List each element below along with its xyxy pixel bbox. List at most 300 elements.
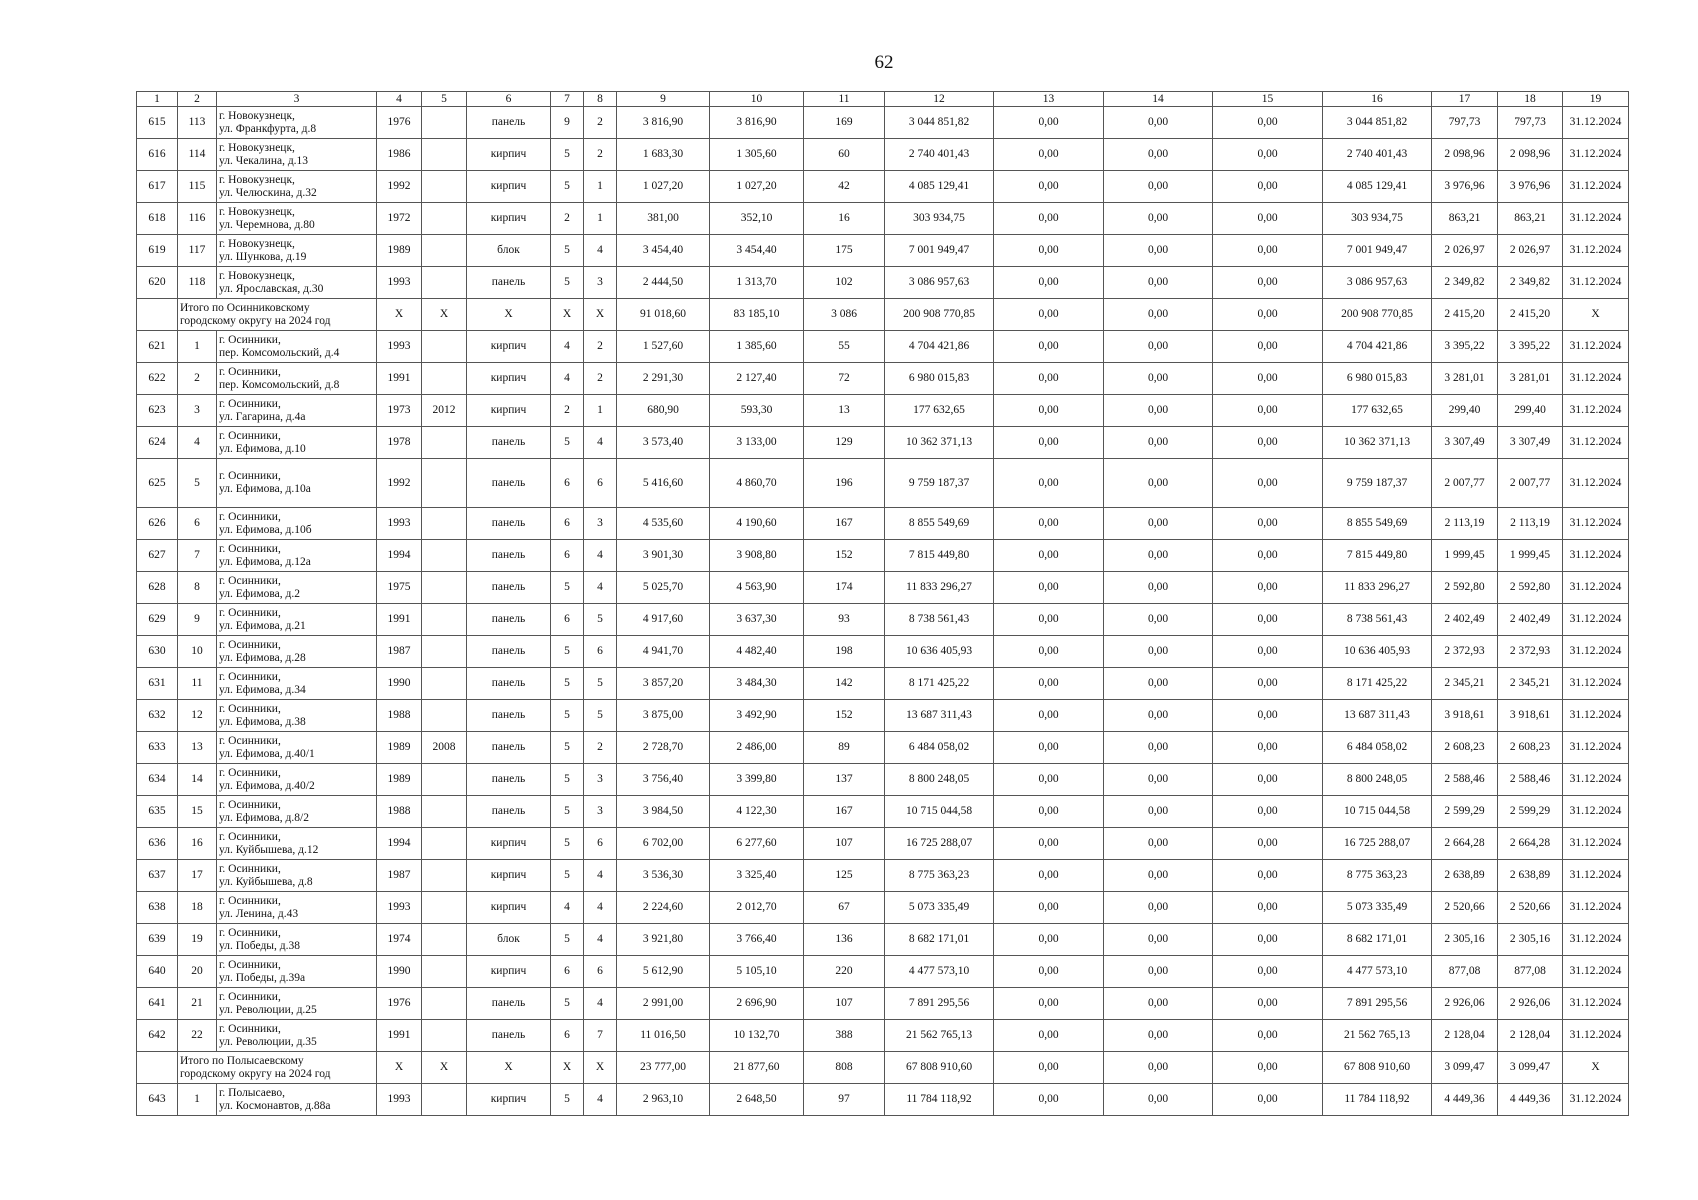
table-cell: 2 638,89	[1498, 860, 1563, 892]
table-cell: 8 171 425,22	[1323, 668, 1432, 700]
table-cell: 2 128,04	[1498, 1020, 1563, 1052]
table-cell: 2 372,93	[1432, 636, 1498, 668]
table-cell: 152	[804, 700, 885, 732]
table-cell: 4 704 421,86	[885, 331, 994, 363]
table-cell: 2 026,97	[1498, 235, 1563, 267]
table-cell: 4 917,60	[617, 604, 710, 636]
table-cell: 3 637,30	[710, 604, 804, 636]
table-cell: 2	[178, 363, 217, 395]
table-cell: 3 133,00	[710, 427, 804, 459]
table-cell: 55	[804, 331, 885, 363]
table-cell: 2 588,46	[1432, 764, 1498, 796]
address-cell: г. Осинники, ул. Победы, д.39а	[217, 956, 377, 988]
table-cell: 0,00	[994, 636, 1104, 668]
table-cell: 2 098,96	[1432, 139, 1498, 171]
table-cell: 2 520,66	[1432, 892, 1498, 924]
table-cell: 2 224,60	[617, 892, 710, 924]
table-cell: 1 027,20	[710, 171, 804, 203]
table-cell: 60	[804, 139, 885, 171]
table-cell: 31.12.2024	[1563, 988, 1629, 1020]
table-cell: 6 980 015,83	[1323, 363, 1432, 395]
table-cell: 0,00	[994, 732, 1104, 764]
table-cell: 1 999,45	[1432, 540, 1498, 572]
table-cell: 641	[137, 988, 178, 1020]
table-cell: 4 477 573,10	[885, 956, 994, 988]
table-cell: 1990	[377, 668, 422, 700]
table-row	[137, 363, 1629, 395]
table-cell: 3	[584, 764, 617, 796]
column-number-header: 6	[467, 92, 551, 107]
table-cell: 9	[178, 604, 217, 636]
subtotal-cell: X	[584, 299, 617, 331]
table-row	[137, 459, 1629, 508]
subtotal-cell: 67 808 910,60	[885, 1052, 994, 1084]
column-number-header: 18	[1498, 92, 1563, 107]
table-cell: 13 687 311,43	[885, 700, 994, 732]
table-row	[137, 235, 1629, 267]
table-cell: 4 190,60	[710, 508, 804, 540]
subtotal-label: Итого по Полысаевскому городскому округу на 2024 год	[178, 1052, 377, 1084]
table-cell: 15	[178, 796, 217, 828]
table-cell: 13 687 311,43	[1323, 700, 1432, 732]
subtotal-cell: 3 086	[804, 299, 885, 331]
address-cell: г. Новокузнецк, ул. Чекалина, д.13	[217, 139, 377, 171]
table-cell: 0,00	[994, 267, 1104, 299]
table-cell: 2 127,40	[710, 363, 804, 395]
table-cell: 2 345,21	[1432, 668, 1498, 700]
table-cell: 2 402,49	[1498, 604, 1563, 636]
column-number-header: 8	[584, 92, 617, 107]
address-cell: г. Осинники, ул. Ефимова, д.8/2	[217, 796, 377, 828]
table-cell: 6	[584, 956, 617, 988]
address-cell: г. Осинники, ул. Куйбышева, д.12	[217, 828, 377, 860]
table-cell	[422, 1084, 467, 1116]
table-cell: 6	[584, 828, 617, 860]
table-cell: 31.12.2024	[1563, 139, 1629, 171]
table-cell: 0,00	[1213, 956, 1323, 988]
table-cell: 31.12.2024	[1563, 395, 1629, 427]
table-cell: 0,00	[994, 139, 1104, 171]
table-cell: 0,00	[1104, 1084, 1213, 1116]
table-cell: 11 784 118,92	[1323, 1084, 1432, 1116]
table-cell	[422, 139, 467, 171]
table-cell: 4 122,30	[710, 796, 804, 828]
table-cell: 3 399,80	[710, 764, 804, 796]
table-cell: 31.12.2024	[1563, 764, 1629, 796]
table-cell: 5	[551, 139, 584, 171]
table-cell: 2 648,50	[710, 1084, 804, 1116]
column-number-header: 15	[1213, 92, 1323, 107]
column-number-header: 9	[617, 92, 710, 107]
table-cell: 6	[551, 459, 584, 508]
table-cell: 0,00	[994, 331, 1104, 363]
table-cell: 1994	[377, 540, 422, 572]
table-cell: 642	[137, 1020, 178, 1052]
table-cell: 638	[137, 892, 178, 924]
table-cell: 1976	[377, 107, 422, 139]
table-cell: 31.12.2024	[1563, 796, 1629, 828]
table-cell: 4	[584, 235, 617, 267]
table-cell: 3 044 851,82	[885, 107, 994, 139]
table-cell: 2 402,49	[1432, 604, 1498, 636]
table-cell: 8 682 171,01	[1323, 924, 1432, 956]
table-cell: 8 800 248,05	[1323, 764, 1432, 796]
table-row	[137, 395, 1629, 427]
table-cell: 2 696,90	[710, 988, 804, 1020]
table-cell: 72	[804, 363, 885, 395]
table-cell: 797,73	[1432, 107, 1498, 139]
table-cell: 117	[178, 235, 217, 267]
table-cell	[422, 796, 467, 828]
table-cell: 4 085 129,41	[1323, 171, 1432, 203]
address-cell: г. Осинники, ул. Куйбышева, д.8	[217, 860, 377, 892]
table-cell: 303 934,75	[1323, 203, 1432, 235]
table-cell: 16	[804, 203, 885, 235]
table-cell: 2 963,10	[617, 1084, 710, 1116]
table-cell: 5	[551, 732, 584, 764]
subtotal-cell: 3 099,47	[1432, 1052, 1498, 1084]
table-cell: 1989	[377, 764, 422, 796]
table-cell: 3 492,90	[710, 700, 804, 732]
table-cell: 0,00	[1104, 892, 1213, 924]
table-cell: 10 132,70	[710, 1020, 804, 1052]
table-cell: 1988	[377, 700, 422, 732]
table-cell	[422, 988, 467, 1020]
subtotal-cell: X	[467, 299, 551, 331]
table-cell: 863,21	[1498, 203, 1563, 235]
table-row	[137, 668, 1629, 700]
table-cell: 31.12.2024	[1563, 572, 1629, 604]
table-row	[137, 892, 1629, 924]
table-cell: 632	[137, 700, 178, 732]
table-cell: 863,21	[1432, 203, 1498, 235]
table-cell: 21 562 765,13	[885, 1020, 994, 1052]
table-cell: 2008	[422, 732, 467, 764]
address-cell: г. Осинники, ул. Ефимова, д.10	[217, 427, 377, 459]
table-cell: 5	[178, 459, 217, 508]
table-cell: 0,00	[994, 924, 1104, 956]
table-cell: 107	[804, 988, 885, 1020]
subtotal-cell: X	[377, 299, 422, 331]
table-cell: 3 325,40	[710, 860, 804, 892]
table-cell: 4 482,40	[710, 636, 804, 668]
column-number-header: 5	[422, 92, 467, 107]
table-cell: 1	[584, 203, 617, 235]
table-cell: 31.12.2024	[1563, 700, 1629, 732]
subtotal-cell: 91 018,60	[617, 299, 710, 331]
table-cell: 7 815 449,80	[1323, 540, 1432, 572]
table-cell: 3	[584, 508, 617, 540]
table-cell: 615	[137, 107, 178, 139]
table-cell: кирпич	[467, 331, 551, 363]
address-cell: г. Новокузнецк, ул. Черемнова, д.80	[217, 203, 377, 235]
table-cell: 634	[137, 764, 178, 796]
table-cell: 4	[584, 572, 617, 604]
table-cell: 31.12.2024	[1563, 459, 1629, 508]
table-cell: 0,00	[1104, 1020, 1213, 1052]
table-cell: 4 449,36	[1432, 1084, 1498, 1116]
table-cell: 643	[137, 1084, 178, 1116]
table-cell: 2 349,82	[1432, 267, 1498, 299]
subtotal-cell: 0,00	[1104, 1052, 1213, 1084]
table-cell: 8	[178, 572, 217, 604]
table-cell: 0,00	[1104, 267, 1213, 299]
table-cell	[422, 924, 467, 956]
table-cell: 0,00	[1104, 363, 1213, 395]
address-cell: г. Осинники, ул. Победы, д.38	[217, 924, 377, 956]
table-cell: 6	[178, 508, 217, 540]
table-cell: 10 636 405,93	[1323, 636, 1432, 668]
table-cell: 2	[551, 395, 584, 427]
table-cell: 2	[584, 107, 617, 139]
table-cell: 6 484 058,02	[1323, 732, 1432, 764]
table-cell: 3	[178, 395, 217, 427]
table-cell: 0,00	[1104, 732, 1213, 764]
table-cell: 4 535,60	[617, 508, 710, 540]
table-cell	[422, 1020, 467, 1052]
table-cell: 0,00	[1213, 171, 1323, 203]
table-cell: 9 759 187,37	[885, 459, 994, 508]
table-cell: 2 588,46	[1498, 764, 1563, 796]
table-cell	[422, 235, 467, 267]
table-cell: 2 599,29	[1498, 796, 1563, 828]
table-cell: 31.12.2024	[1563, 924, 1629, 956]
table-cell: 0,00	[994, 508, 1104, 540]
table-cell: 2 026,97	[1432, 235, 1498, 267]
table-cell: 4	[584, 427, 617, 459]
table-cell: 0,00	[1104, 956, 1213, 988]
subtotal-cell: 0,00	[1213, 1052, 1323, 1084]
table-cell: 0,00	[1213, 572, 1323, 604]
table-cell: 0,00	[1104, 700, 1213, 732]
table-cell: 12	[178, 700, 217, 732]
table-cell: 31.12.2024	[1563, 235, 1629, 267]
table-cell: 2 372,93	[1498, 636, 1563, 668]
table-cell: кирпич	[467, 203, 551, 235]
table-cell: 152	[804, 540, 885, 572]
table-cell: 0,00	[994, 427, 1104, 459]
table-row	[137, 636, 1629, 668]
table-cell: 31.12.2024	[1563, 668, 1629, 700]
table-cell: 630	[137, 636, 178, 668]
table-cell: 6 980 015,83	[885, 363, 994, 395]
table-cell: панель	[467, 427, 551, 459]
table-cell: 31.12.2024	[1563, 363, 1629, 395]
column-number-header: 7	[551, 92, 584, 107]
table-cell: 617	[137, 171, 178, 203]
table-cell: 5	[551, 924, 584, 956]
table-cell: 5	[584, 668, 617, 700]
table-cell: 2 991,00	[617, 988, 710, 1020]
table-cell: 616	[137, 139, 178, 171]
table-cell: 5 416,60	[617, 459, 710, 508]
table-cell: панель	[467, 572, 551, 604]
table-cell: 3 044 851,82	[1323, 107, 1432, 139]
table-cell: 169	[804, 107, 885, 139]
table-cell: 628	[137, 572, 178, 604]
table-cell: 31.12.2024	[1563, 267, 1629, 299]
table-cell: 2 291,30	[617, 363, 710, 395]
subtotal-cell: X	[377, 1052, 422, 1084]
table-cell: 1992	[377, 459, 422, 508]
table-cell: 1972	[377, 203, 422, 235]
table-cell: 31.12.2024	[1563, 203, 1629, 235]
table-cell: 2	[584, 363, 617, 395]
table-cell: 0,00	[1213, 988, 1323, 1020]
table-cell: 3 918,61	[1498, 700, 1563, 732]
table-row	[137, 540, 1629, 572]
table-cell: 3 307,49	[1498, 427, 1563, 459]
table-cell: 1	[178, 331, 217, 363]
table-cell: 5	[551, 764, 584, 796]
table-cell: 623	[137, 395, 178, 427]
table-cell: 5 025,70	[617, 572, 710, 604]
table-cell: 0,00	[994, 235, 1104, 267]
table-row	[137, 860, 1629, 892]
table-cell: 0,00	[1213, 796, 1323, 828]
table-cell	[422, 892, 467, 924]
table-cell: 97	[804, 1084, 885, 1116]
table-cell: 10 636 405,93	[885, 636, 994, 668]
table-row	[137, 828, 1629, 860]
table-cell: 0,00	[994, 395, 1104, 427]
table-cell: 0,00	[1213, 508, 1323, 540]
table-cell: 0,00	[1213, 732, 1323, 764]
table-cell: 0,00	[994, 363, 1104, 395]
table-cell: 1989	[377, 235, 422, 267]
table-cell: 42	[804, 171, 885, 203]
table-row	[137, 764, 1629, 796]
table-cell: 6 277,60	[710, 828, 804, 860]
table-cell: 0,00	[1213, 828, 1323, 860]
address-cell: г. Осинники, ул. Ефимова, д.40/1	[217, 732, 377, 764]
table-cell: 31.12.2024	[1563, 427, 1629, 459]
table-cell: 624	[137, 427, 178, 459]
table-cell: 4	[584, 924, 617, 956]
table-cell: 1993	[377, 1084, 422, 1116]
table-cell	[422, 267, 467, 299]
table-cell: 0,00	[1213, 636, 1323, 668]
table-cell: 7 815 449,80	[885, 540, 994, 572]
address-cell: г. Осинники, ул. Революции, д.25	[217, 988, 377, 1020]
table-cell: 5	[584, 604, 617, 636]
table-row	[137, 139, 1629, 171]
table-cell: 3 536,30	[617, 860, 710, 892]
table-cell: 5 073 335,49	[1323, 892, 1432, 924]
table-cell: 3 984,50	[617, 796, 710, 828]
table-cell: 1993	[377, 892, 422, 924]
table-cell: 593,30	[710, 395, 804, 427]
table-cell: панель	[467, 1020, 551, 1052]
table-cell: 2 305,16	[1432, 924, 1498, 956]
table-cell: 4	[584, 1084, 617, 1116]
table-cell: 2012	[422, 395, 467, 427]
table-cell: 7 001 949,47	[1323, 235, 1432, 267]
subtotal-row	[137, 299, 1629, 331]
address-cell: г. Осинники, ул. Гагарина, д.4а	[217, 395, 377, 427]
table-row	[137, 988, 1629, 1020]
table-cell: 0,00	[1104, 459, 1213, 508]
table-cell: 4 449,36	[1498, 1084, 1563, 1116]
table-cell: 31.12.2024	[1563, 828, 1629, 860]
subtotal-cell: 83 185,10	[710, 299, 804, 331]
table-cell: 5	[551, 700, 584, 732]
table-cell: 0,00	[994, 203, 1104, 235]
table-row	[137, 203, 1629, 235]
table-cell: 0,00	[994, 956, 1104, 988]
table-cell: 0,00	[1104, 572, 1213, 604]
table-cell	[422, 636, 467, 668]
table-cell: 0,00	[1213, 860, 1323, 892]
page-number: 62	[874, 52, 894, 73]
table-cell	[422, 540, 467, 572]
table-cell: 3 976,96	[1432, 171, 1498, 203]
table-cell: 10 715 044,58	[1323, 796, 1432, 828]
table-cell: 142	[804, 668, 885, 700]
table-cell: 352,10	[710, 203, 804, 235]
table-cell: 0,00	[1213, 700, 1323, 732]
housing-registry-table	[136, 91, 1629, 1116]
table-cell: панель	[467, 459, 551, 508]
table-cell: 20	[178, 956, 217, 988]
table-cell: 0,00	[1104, 636, 1213, 668]
table-row	[137, 331, 1629, 363]
table-cell	[422, 107, 467, 139]
column-number-header: 19	[1563, 92, 1629, 107]
table-cell: 114	[178, 139, 217, 171]
table-cell: 5	[551, 796, 584, 828]
table-cell: кирпич	[467, 139, 551, 171]
table-cell	[422, 363, 467, 395]
table-row	[137, 1084, 1629, 1116]
table-cell: 2 638,89	[1432, 860, 1498, 892]
table-cell: 0,00	[1104, 988, 1213, 1020]
table-cell: 1	[584, 171, 617, 203]
table-cell: панель	[467, 668, 551, 700]
table-cell: 0,00	[1213, 267, 1323, 299]
table-cell: 1990	[377, 956, 422, 988]
table-cell: 8 855 549,69	[885, 508, 994, 540]
table-cell: 2 926,06	[1498, 988, 1563, 1020]
table-cell: 10 362 371,13	[1323, 427, 1432, 459]
table-cell: 167	[804, 796, 885, 828]
table-cell: 1988	[377, 796, 422, 828]
table-cell: 5	[551, 636, 584, 668]
subtotal-cell: 2 415,20	[1498, 299, 1563, 331]
table-cell: 175	[804, 235, 885, 267]
column-number-header: 17	[1432, 92, 1498, 107]
table-cell: 107	[804, 828, 885, 860]
table-cell: 877,08	[1432, 956, 1498, 988]
table-cell: 1991	[377, 604, 422, 636]
table-cell: 0,00	[994, 828, 1104, 860]
table-cell: 8 171 425,22	[885, 668, 994, 700]
table-cell: 4	[551, 892, 584, 924]
subtotal-row	[137, 1052, 1629, 1084]
table-cell: 11	[178, 668, 217, 700]
table-cell: 1 027,20	[617, 171, 710, 203]
table-cell: 89	[804, 732, 885, 764]
table-cell: 3 086 957,63	[1323, 267, 1432, 299]
table-cell: 0,00	[1213, 459, 1323, 508]
table-cell: 2	[584, 331, 617, 363]
table-cell: 0,00	[1213, 427, 1323, 459]
table-cell: 625	[137, 459, 178, 508]
table-cell: 7 001 949,47	[885, 235, 994, 267]
table-cell: 0,00	[1213, 668, 1323, 700]
table-cell: 0,00	[994, 860, 1104, 892]
table-cell: 2	[584, 139, 617, 171]
